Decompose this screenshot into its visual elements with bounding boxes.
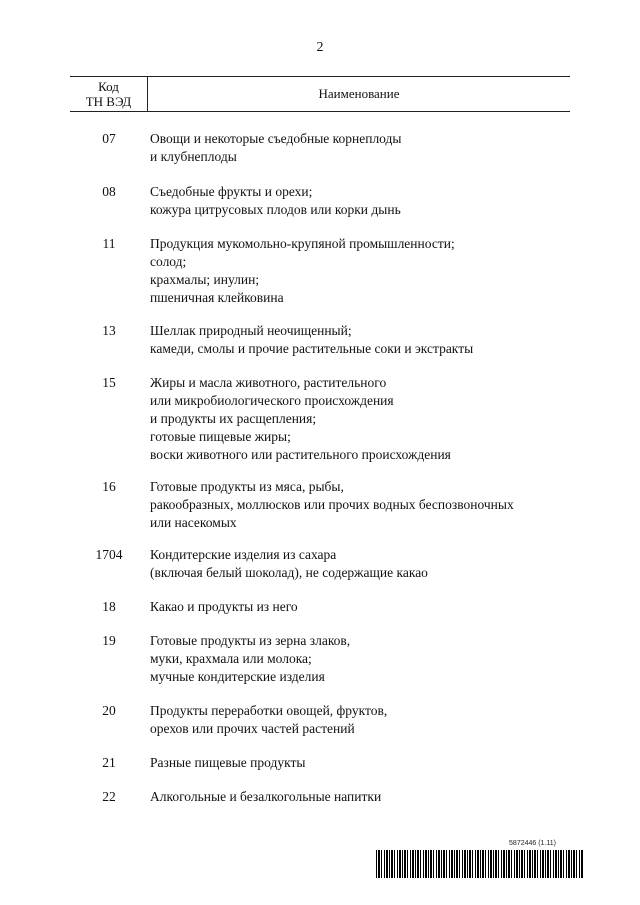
row-name xyxy=(150,130,570,166)
row-name xyxy=(150,788,570,806)
row-name xyxy=(150,322,570,358)
row-name xyxy=(150,754,570,772)
row-name xyxy=(150,183,570,219)
row-code: 11 xyxy=(102,236,116,251)
row-code: 16 xyxy=(102,479,116,494)
barcode-caption: 5872446 (1.11) xyxy=(509,840,556,847)
row-name-line: солод; xyxy=(150,254,187,269)
row-name-line: Продукты переработки овощей, фруктов, xyxy=(150,703,388,718)
row-code: 22 xyxy=(102,789,116,804)
row-code: 1704 xyxy=(95,547,123,562)
row-name-line: Алкогольные и безалкогольные напитки xyxy=(150,789,382,804)
row-code: 13 xyxy=(102,323,116,338)
row-name-line: кожура цитрусовых плодов или корки дынь xyxy=(150,202,401,217)
row-name-line: готовые пищевые жиры; xyxy=(150,429,291,444)
row-name-line: или насекомых xyxy=(150,515,237,530)
row-name-line: мучные кондитерские изделия xyxy=(150,669,325,684)
row-name xyxy=(150,374,570,464)
row-name-line: Какао и продукты из него xyxy=(150,599,298,614)
row-name-line: крахмалы; инулин; xyxy=(150,272,260,287)
row-name-line: орехов или прочих частей растений xyxy=(150,721,355,736)
row-name-line: пшеничная клейковина xyxy=(150,290,284,305)
row-name-line: Шеллак природный неочищенный; xyxy=(150,323,352,338)
row-code: 18 xyxy=(102,599,116,614)
barcode-block xyxy=(376,840,584,880)
row-name-line: Съедобные фрукты и орехи; xyxy=(150,184,313,199)
table-header xyxy=(70,76,570,112)
row-name-line: ракообразных, моллюсков или прочих водных беспозвоночных xyxy=(150,497,514,512)
name-column-header: Наименование xyxy=(318,86,400,101)
row-name xyxy=(150,235,570,307)
row-name-line: Разные пищевые продукты xyxy=(150,755,306,770)
row-name-line: Овощи и некоторые съедобные корнеплоды xyxy=(150,131,402,146)
row-code: 15 xyxy=(102,375,116,390)
row-code: 08 xyxy=(102,184,116,199)
row-name xyxy=(150,702,570,738)
row-name-line: Продукция мукомольно-крупяной промышленности; xyxy=(150,236,455,251)
code-column-header xyxy=(70,77,148,111)
row-name-line: воски животного или растительного происхождения xyxy=(150,447,451,462)
row-name-line: камеди, смолы и прочие растительные соки и экстракты xyxy=(150,341,474,356)
row-name-line: (включая белый шоколад), не содержащие какао xyxy=(150,565,428,580)
row-name-line: Готовые продукты из мяса, рыбы, xyxy=(150,479,344,494)
row-name-line: и клубнеплоды xyxy=(150,149,237,164)
row-name-line: Жиры и масла животного, растительного xyxy=(150,375,387,390)
row-name xyxy=(150,632,570,686)
row-name-line: или микробиологического происхождения xyxy=(150,393,394,408)
row-name xyxy=(150,598,570,616)
page-number: 2 xyxy=(316,40,324,55)
row-name xyxy=(150,478,570,532)
row-code: 07 xyxy=(102,131,116,146)
row-code: 19 xyxy=(102,633,116,648)
barcode-icon xyxy=(376,850,584,878)
row-name xyxy=(150,546,570,582)
row-name-line: Кондитерские изделия из сахара xyxy=(150,547,337,562)
code-header-line2: ТН ВЭД xyxy=(85,94,132,109)
row-name-line: и продукты их расщепления; xyxy=(150,411,317,426)
row-name-line: муки, крахмала или молока; xyxy=(150,651,312,666)
code-header-line1: Код xyxy=(98,79,119,94)
row-name-line: Готовые продукты из зерна злаков, xyxy=(150,633,351,648)
row-code: 20 xyxy=(102,703,116,718)
row-code: 21 xyxy=(102,755,116,770)
